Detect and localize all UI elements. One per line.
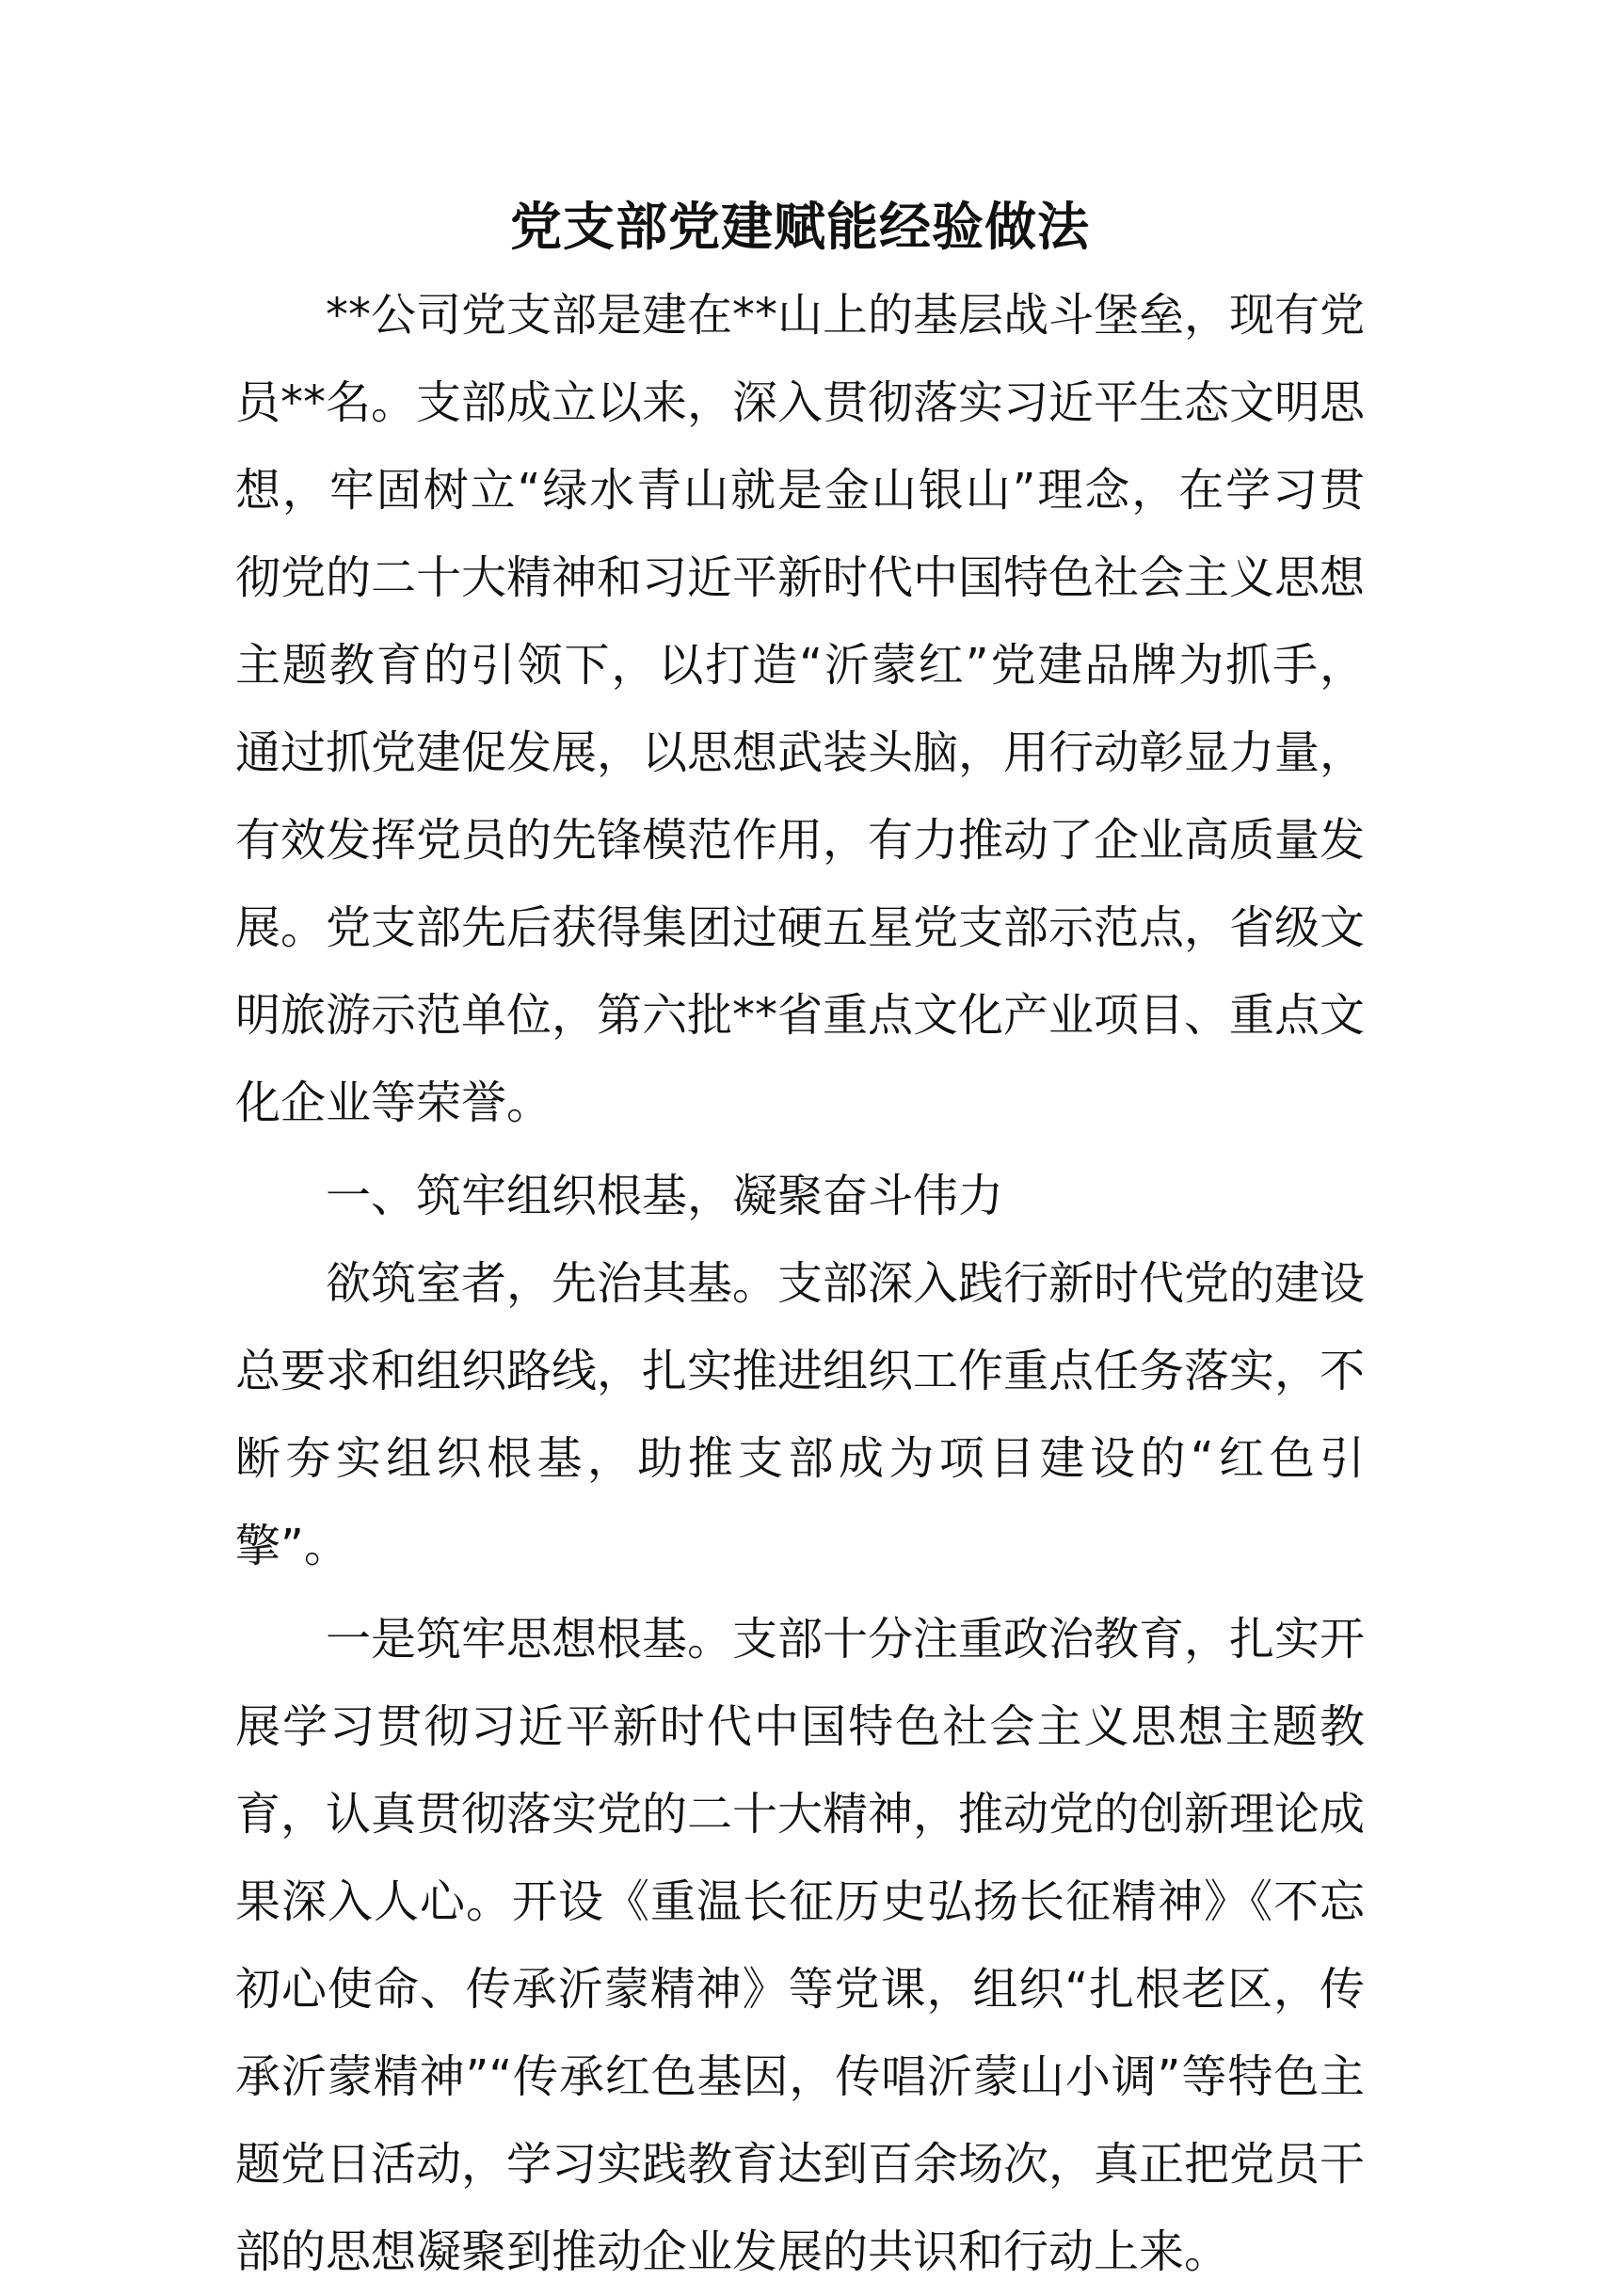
document-body bbox=[235, 183, 1365, 2296]
section-heading-1: 一、筑牢组织根基，凝聚奋斗伟力 bbox=[326, 1170, 1004, 1222]
section-1-paragraph-1: 欲筑室者，先治其基。支部深入践行新时代党的建设总要求和组织路线，扎实推进组织工作重点任务落实，不断夯实组织根基，助推支部成为项目建设的“红色引擎”。 bbox=[235, 1257, 1366, 1572]
document-title: 党支部党建赋能经验做法 bbox=[509, 197, 1090, 257]
section-1-paragraph-2: 一是筑牢思想根基。支部十分注重政治教育，扎实开展学习贯彻习近平新时代中国特色社会主义思想主题教育，认真贯彻落实党的二十大精神，推动党的创新理论成果深入人心。开设《重温长征历史弘扬长征精神》《不忘初心使命、传承沂蒙精神》等党课，组织“扎根老区，传承沂蒙精神”“传承红色基因，传唱沂蒙山小调”等特色主题党日活动，学习实践教育达到百余场次，真正把党员干部的思想凝聚到推动企业发展的共识和行动上来。 bbox=[235, 1613, 1366, 2278]
intro-paragraph: **公司党支部是建在**山上的基层战斗堡垒，现有党员**名。支部成立以来，深入贯彻落实习近平生态文明思想，牢固树立“绿水青山就是金山银山”理念，在学习贯彻党的二十大精神和习近平新时代中国特色社会主义思想主题教育的引领下，以打造“沂蒙红”党建品牌为抓手，通过抓党建促发展，以思想武装头脑，用行动彰显力量，有效发挥党员的先锋模范作用，有力推动了企业高质量发展。党支部先后获得集团过硬五星党支部示范点，省级文明旅游示范单位，第六批**省重点文化产业项目、重点文化企业等荣誉。 bbox=[235, 289, 1366, 1129]
